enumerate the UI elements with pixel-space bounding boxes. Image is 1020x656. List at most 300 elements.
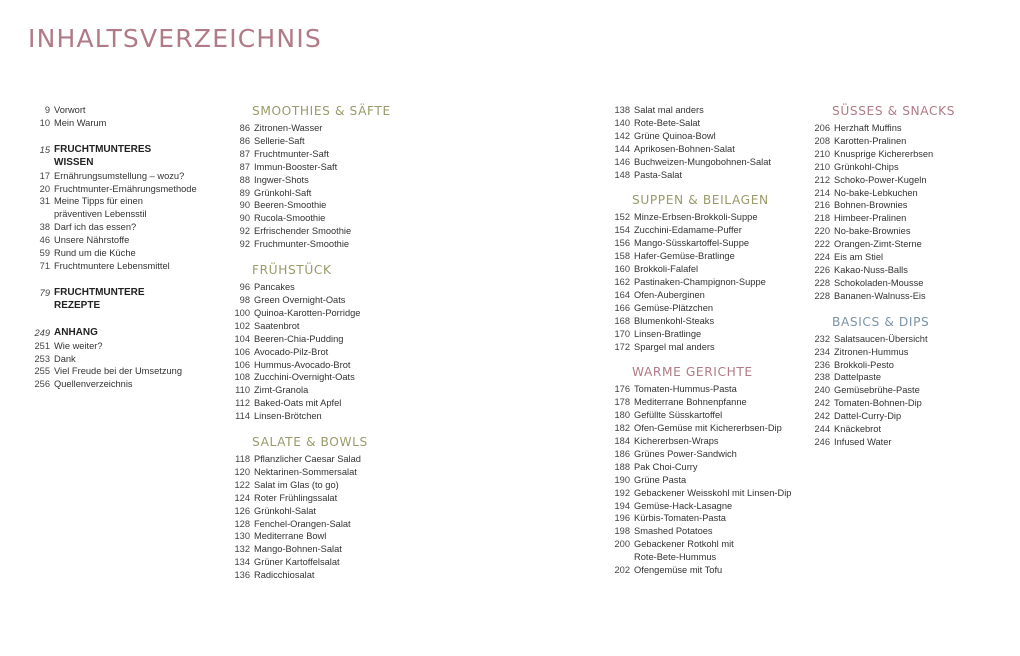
toc-entry[interactable] — [800, 148, 1010, 161]
toc-entry[interactable] — [20, 183, 220, 196]
toc-entry[interactable] — [220, 569, 400, 582]
entry-title: Hummus-Avocado-Brot — [254, 359, 351, 370]
page-number: 242 — [814, 411, 830, 422]
entry-title: Himbeer-Pralinen — [834, 213, 907, 224]
toc-entry[interactable] — [220, 174, 400, 187]
entry-title: Fruchtmunter-Saft — [254, 148, 329, 159]
toc-entry[interactable] — [220, 492, 400, 505]
toc-entry[interactable] — [600, 224, 800, 237]
entry-title: Aprikosen-Bohnen-Salat — [634, 143, 735, 154]
entry-title: Pastinaken-Champignon-Suppe — [634, 276, 766, 287]
toc-list — [600, 211, 800, 353]
entry-title: Grünkohl-Salat — [254, 505, 317, 516]
toc-entry[interactable] — [600, 211, 800, 224]
toc-entry[interactable] — [800, 384, 1010, 397]
spacer — [20, 273, 220, 287]
page-number: 242 — [814, 398, 830, 409]
page-number: 202 — [614, 565, 630, 576]
page-number: 128 — [234, 518, 250, 529]
toc-entry[interactable] — [600, 315, 800, 328]
page-number: 31 — [39, 196, 50, 207]
toc-entry[interactable] — [600, 487, 800, 500]
page-number: 249 — [34, 327, 50, 338]
entry-title: Wie weiter? — [54, 340, 103, 351]
toc-list — [800, 122, 1010, 303]
entry-title: Spargel mal anders — [634, 341, 715, 352]
entry-title: Gemüsebrühe-Paste — [834, 385, 920, 396]
toc-entry[interactable] — [600, 302, 800, 315]
entry-title: Beeren-Smoothie — [254, 200, 327, 211]
page-number: 9 — [44, 105, 50, 115]
toc-entry[interactable] — [800, 333, 1010, 346]
toc-entry[interactable] — [220, 148, 400, 161]
page-number: 122 — [234, 479, 250, 490]
entry-title: Pasta-Salat — [634, 169, 683, 180]
toc-entry[interactable] — [220, 453, 400, 466]
toc-entry[interactable] — [600, 143, 800, 156]
page-number: 190 — [614, 474, 630, 485]
page-number: 110 — [235, 385, 250, 396]
toc-entry[interactable] — [600, 130, 800, 143]
entry-title: Fenchel-Orangen-Salat — [254, 518, 351, 529]
section-heading: SUPPEN & BEILAGEN — [632, 193, 769, 208]
section-heading: SÜSSES & SNACKS — [832, 104, 956, 118]
page-number: 126 — [234, 505, 250, 516]
toc-entry[interactable] — [600, 435, 800, 448]
page-number: 228 — [814, 277, 830, 288]
toc-entry[interactable] — [600, 409, 800, 422]
entry-title: Gemüse-Plätzchen — [634, 302, 714, 313]
toc-entry[interactable] — [220, 466, 400, 479]
page-number: 226 — [814, 264, 830, 275]
toc-entry[interactable] — [20, 208, 220, 221]
entry-title: Fruchtmunter-Ernährungsmethode — [54, 183, 197, 194]
page-number: 216 — [814, 200, 830, 211]
entry-title: Brokkoli-Pesto — [834, 359, 894, 370]
page-number: 38 — [39, 222, 50, 233]
toc-entry[interactable] — [600, 564, 800, 577]
toc-entry[interactable] — [220, 307, 400, 320]
entry-title: Kürbis-Tomaten-Pasta — [634, 513, 726, 524]
entry-title: Tomaten-Hummus-Pasta — [634, 384, 737, 395]
toc-entry-fruchtmunteres-wissen[interactable] — [20, 144, 220, 170]
toc-entry[interactable] — [600, 551, 800, 564]
entry-title: Zucchini-Overnight-Oats — [254, 372, 355, 383]
entry-title: Immun-Booster-Saft — [254, 161, 338, 172]
entry-title: Grüner Kartoffelsalat — [254, 557, 340, 568]
toc-entry[interactable] — [220, 371, 400, 384]
page-number: 146 — [614, 156, 630, 167]
toc-entry[interactable] — [600, 169, 800, 182]
entry-title: Linsen-Brötchen — [254, 411, 322, 422]
toc-column-3 — [600, 104, 800, 589]
page-number: 166 — [614, 302, 630, 313]
page-number: 228 — [814, 290, 830, 301]
toc-entry[interactable] — [220, 281, 400, 294]
page-number: 106 — [234, 346, 250, 357]
page-number: 182 — [614, 423, 630, 434]
toc-entry[interactable] — [800, 436, 1010, 449]
toc-entry[interactable] — [220, 333, 400, 346]
page-number: 208 — [814, 135, 830, 146]
entry-title: Avocado-Pilz-Brot — [254, 346, 329, 357]
toc-entry[interactable] — [800, 122, 1010, 135]
toc-entry[interactable] — [20, 234, 220, 247]
page-number: 98 — [239, 294, 250, 305]
toc-entry[interactable] — [800, 251, 1010, 264]
toc-entry[interactable] — [220, 397, 400, 410]
page-number: 206 — [814, 123, 830, 133]
toc-entry[interactable] — [20, 353, 220, 366]
toc-entry[interactable] — [220, 320, 400, 333]
page-number: 232 — [814, 333, 830, 344]
page-number: 87 — [239, 161, 250, 172]
entry-title: Rucola-Smoothie — [254, 213, 326, 224]
toc-entry[interactable] — [600, 250, 800, 263]
entry-title: Brokkoli-Falafel — [634, 264, 699, 275]
page-number: 132 — [234, 544, 250, 555]
page-number: 184 — [614, 436, 630, 447]
toc-entry[interactable] — [600, 525, 800, 538]
page-number: 214 — [814, 187, 830, 198]
toc-entry[interactable] — [800, 135, 1010, 148]
entry-title: Saatenbrot — [254, 320, 300, 331]
toc-list — [20, 104, 220, 130]
page-number: 90 — [239, 213, 250, 224]
entry-title: Knäckebrot — [834, 424, 882, 435]
entry-title: Zitronen-Wasser — [254, 123, 323, 133]
toc-entry[interactable] — [800, 410, 1010, 423]
spacer — [20, 313, 220, 327]
toc-entry[interactable] — [600, 396, 800, 409]
entry-title: Eis am Stiel — [834, 252, 884, 263]
toc-entry[interactable] — [800, 264, 1010, 277]
toc-entry[interactable] — [800, 161, 1010, 174]
toc-entry[interactable] — [800, 199, 1010, 212]
entry-title: Infused Water — [834, 436, 892, 447]
page-number: 196 — [614, 513, 630, 524]
page-number: 210 — [814, 148, 830, 159]
entry-title: Gefüllte Süsskartoffel — [634, 410, 723, 421]
page-number: 104 — [234, 333, 250, 344]
toc-entry[interactable] — [220, 187, 400, 200]
entry-title: Darf ich das essen? — [54, 222, 137, 233]
page-number: 130 — [234, 531, 250, 542]
spacer — [20, 130, 220, 144]
toc-list — [20, 340, 220, 392]
page-number: 238 — [814, 372, 830, 383]
toc-entry[interactable] — [600, 328, 800, 341]
toc-entry[interactable] — [220, 225, 400, 238]
toc-column-4 — [800, 104, 1010, 461]
toc-entry[interactable] — [600, 156, 800, 169]
entry-title: präventiven Lebensstil — [54, 209, 147, 220]
page-number: 236 — [814, 359, 830, 370]
toc-entry[interactable] — [20, 221, 220, 234]
entry-title: Schoko-Power-Kugeln — [834, 174, 927, 185]
entry-title: Zimt-Granola — [254, 385, 309, 396]
toc-entry[interactable] — [800, 423, 1010, 436]
page-number: 118 — [235, 454, 250, 465]
toc-entry[interactable] — [800, 397, 1010, 410]
entry-title: Bohnen-Brownies — [834, 200, 908, 211]
toc-entry[interactable] — [20, 104, 220, 117]
page-number: 152 — [614, 212, 630, 223]
page-number: 96 — [239, 282, 250, 293]
toc-entry[interactable] — [220, 384, 400, 397]
toc-entry[interactable] — [600, 104, 800, 117]
entry-title: Ingwer-Shots — [254, 174, 309, 185]
page-number: 148 — [614, 169, 630, 180]
toc-entry[interactable] — [220, 346, 400, 359]
toc-entry[interactable] — [220, 359, 400, 372]
entry-title: ANHANG — [54, 326, 98, 338]
page-number: 142 — [614, 130, 630, 141]
entry-title: Dattel-Curry-Dip — [834, 411, 902, 422]
toc-entry[interactable] — [20, 195, 220, 208]
entry-title: Nektarinen-Sommersalat — [254, 466, 357, 477]
page-number: 253 — [34, 353, 50, 364]
page-number: 192 — [614, 487, 630, 498]
page-number: 20 — [39, 183, 50, 194]
page-number: 154 — [614, 225, 630, 236]
toc-list — [800, 333, 1010, 449]
page-number: 144 — [614, 143, 630, 154]
entry-title: Unsere Nährstoffe — [54, 235, 130, 246]
toc-entry-anhang[interactable] — [20, 327, 220, 340]
toc-entry[interactable] — [600, 117, 800, 130]
entry-title: Smashed Potatoes — [634, 526, 713, 537]
entry-title: FRUCHTMUNTERES WISSEN — [54, 143, 152, 168]
page-number: 178 — [614, 397, 630, 408]
toc-entry[interactable] — [220, 135, 400, 148]
toc-entry[interactable] — [220, 530, 400, 543]
toc-column-1 — [20, 104, 220, 391]
entry-title: Hafer-Gemüse-Bratlinge — [634, 251, 735, 262]
toc-entry[interactable] — [600, 276, 800, 289]
toc-entry[interactable] — [800, 238, 1010, 251]
toc-entry[interactable] — [800, 290, 1010, 303]
toc-entry[interactable] — [600, 289, 800, 302]
page-number: 170 — [614, 328, 630, 339]
toc-entry[interactable] — [20, 260, 220, 273]
entry-title: No-bake-Brownies — [834, 226, 911, 237]
toc-entry[interactable] — [600, 474, 800, 487]
entry-title: Radicchiosalat — [254, 570, 315, 581]
entry-title: Zitronen-Hummus — [834, 346, 909, 357]
page-number: 138 — [614, 105, 630, 115]
toc-entry[interactable] — [20, 340, 220, 353]
entry-title: Quellenverzeichnis — [54, 379, 133, 390]
entry-title: Baked-Oats mit Apfel — [254, 398, 342, 409]
toc-list — [220, 453, 400, 582]
entry-title: Tomaten-Bohnen-Dip — [834, 398, 922, 409]
toc-entry[interactable] — [800, 346, 1010, 359]
page-number: 86 — [239, 135, 250, 146]
page-number: 46 — [39, 235, 50, 246]
toc-entry[interactable] — [600, 512, 800, 525]
entry-title: Rote-Bete-Salat — [634, 117, 701, 128]
page-number: 124 — [234, 492, 250, 503]
entry-title: FRUCHTMUNTERE REZEPTE — [54, 286, 145, 311]
toc-entry[interactable] — [20, 365, 220, 378]
toc-entry[interactable] — [20, 378, 220, 391]
entry-title: Blumenkohl-Steaks — [634, 315, 715, 326]
entry-title: Fruchmunter-Smoothie — [254, 239, 350, 250]
page-number: 210 — [814, 161, 830, 172]
toc-list — [220, 281, 400, 423]
toc-entry[interactable] — [220, 479, 400, 492]
page-number: 120 — [234, 466, 250, 477]
toc-entry[interactable] — [220, 505, 400, 518]
page-number: 89 — [239, 187, 250, 198]
toc-entry[interactable] — [800, 225, 1010, 238]
toc-entry[interactable] — [220, 294, 400, 307]
page-number: 156 — [614, 238, 630, 249]
entry-title: Ofen-Auberginen — [634, 289, 705, 300]
page-number: 108 — [234, 372, 250, 383]
page-number: 92 — [239, 226, 250, 237]
page-number: 134 — [234, 557, 250, 568]
toc-entry[interactable] — [800, 187, 1010, 200]
page-number: 198 — [614, 526, 630, 537]
page-number: 164 — [614, 289, 630, 300]
section-heading: FRÜHSTÜCK — [252, 263, 332, 278]
page-number: 10 — [39, 117, 50, 128]
entry-title: Erfrischender Smoothie — [254, 226, 352, 237]
page-number: 234 — [814, 346, 830, 357]
toc-entry[interactable] — [600, 341, 800, 354]
section-salate-continued — [600, 104, 800, 181]
toc-list — [220, 122, 400, 251]
page-number: 17 — [39, 170, 50, 181]
page-number: 92 — [239, 239, 250, 250]
entry-title: Herzhaft Muffins — [834, 123, 902, 133]
entry-title: Grüne Quinoa-Bowl — [634, 130, 716, 141]
page-number: 86 — [239, 123, 250, 133]
entry-title: Green Overnight-Oats — [254, 294, 346, 305]
entry-title: No-bake-Lebkuchen — [834, 187, 918, 198]
page-number: 140 — [614, 117, 630, 128]
entry-title: Ofengemüse mit Tofu — [634, 565, 723, 576]
toc-entry[interactable] — [800, 371, 1010, 384]
entry-title: Grünkohl-Chips — [834, 161, 899, 172]
toc-entry[interactable] — [600, 461, 800, 474]
page-number: 106 — [234, 359, 250, 370]
toc-entry[interactable] — [800, 277, 1010, 290]
toc-entry[interactable] — [600, 383, 800, 396]
entry-title: Rote-Bete-Hummus — [634, 552, 717, 563]
entry-title: Dank — [54, 353, 76, 364]
page-number: 251 — [34, 340, 50, 351]
toc-entry[interactable] — [800, 359, 1010, 372]
entry-title: Orangen-Zimt-Sterne — [834, 239, 922, 250]
section-warme-gerichte — [600, 365, 800, 577]
toc-entry[interactable] — [800, 174, 1010, 187]
page-number: 186 — [614, 448, 630, 459]
toc-entry[interactable] — [220, 199, 400, 212]
toc-entry[interactable] — [600, 448, 800, 461]
page-number: 212 — [814, 174, 830, 185]
toc-entry[interactable] — [600, 500, 800, 513]
toc-entry[interactable] — [20, 247, 220, 260]
page-number: 246 — [814, 436, 830, 447]
page-number: 168 — [614, 315, 630, 326]
section-heading: SALATE & BOWLS — [252, 435, 368, 450]
entry-title: Mango-Süsskartoffel-Suppe — [634, 238, 750, 249]
entry-title: Sellerie-Saft — [254, 135, 305, 146]
section-heading: WARME GERICHTE — [632, 365, 753, 380]
toc-entry[interactable] — [600, 422, 800, 435]
entry-title: Karotten-Pralinen — [834, 135, 907, 146]
page-number: 71 — [39, 260, 50, 271]
page-number: 136 — [234, 570, 250, 581]
page-number: 88 — [239, 174, 250, 185]
toc-entry-fruchtmuntere-rezepte[interactable] — [20, 287, 220, 313]
entry-title: Mediterrane Bohnenpfanne — [634, 397, 747, 408]
entry-title: Roter Frühlingssalat — [254, 492, 338, 503]
toc-entry[interactable] — [800, 212, 1010, 225]
section-smoothies — [220, 104, 400, 251]
page-title: INHALTSVERZEICHNIS — [28, 24, 322, 53]
entry-title: Salatsaucen-Übersicht — [834, 333, 928, 344]
page-number: 188 — [614, 461, 630, 472]
entry-title: Quinoa-Karotten-Porridge — [254, 307, 361, 318]
page-number: 100 — [234, 307, 250, 318]
page-number: 194 — [614, 500, 630, 511]
toc-entry[interactable] — [220, 518, 400, 531]
page-number: 172 — [614, 341, 630, 352]
toc-entry[interactable] — [220, 410, 400, 423]
toc-entry[interactable] — [220, 543, 400, 556]
section-suesses — [800, 104, 1010, 303]
toc-entry[interactable] — [220, 161, 400, 174]
toc-entry[interactable] — [600, 538, 800, 551]
entry-title: Zucchini-Edamame-Puffer — [634, 225, 742, 236]
toc-entry[interactable] — [20, 117, 220, 130]
entry-title: Ofen-Gemüse mit Kichererbsen-Dip — [634, 423, 782, 434]
entry-title: Pak Choi-Curry — [634, 461, 698, 472]
entry-title: Buchweizen-Mungobohnen-Salat — [634, 156, 771, 167]
page-number: 15 — [39, 144, 50, 155]
entry-title: Grünes Power-Sandwich — [634, 448, 737, 459]
page-number: 222 — [814, 239, 830, 250]
page-number: 158 — [614, 251, 630, 262]
entry-title: Gebackener Rotkohl mit — [634, 539, 734, 550]
entry-title: Grünkohl-Saft — [254, 187, 312, 198]
entry-title: Pflanzlicher Caesar Salad — [254, 454, 361, 465]
entry-title: Gemüse-Hack-Lasagne — [634, 500, 733, 511]
entry-title: Mein Warum — [54, 117, 107, 128]
section-fruehstueck — [220, 263, 400, 423]
toc-entry[interactable] — [600, 263, 800, 276]
toc-entry[interactable] — [20, 170, 220, 183]
entry-title: Kichererbsen-Wraps — [634, 436, 719, 447]
toc-entry[interactable] — [220, 556, 400, 569]
entry-title: Rund um die Küche — [54, 248, 136, 259]
entry-title: Beeren-Chia-Pudding — [254, 333, 344, 344]
toc-entry[interactable] — [220, 212, 400, 225]
entry-title: Bananen-Walnuss-Eis — [834, 290, 926, 301]
toc-entry[interactable] — [220, 122, 400, 135]
page-number: 59 — [39, 248, 50, 259]
toc-entry[interactable] — [220, 238, 400, 251]
toc-entry[interactable] — [600, 237, 800, 250]
entry-title: Ernährungsumstellung – wozu? — [54, 170, 185, 181]
page-number: 87 — [239, 148, 250, 159]
page-number: 102 — [234, 320, 250, 331]
toc-column-2 — [220, 104, 400, 594]
